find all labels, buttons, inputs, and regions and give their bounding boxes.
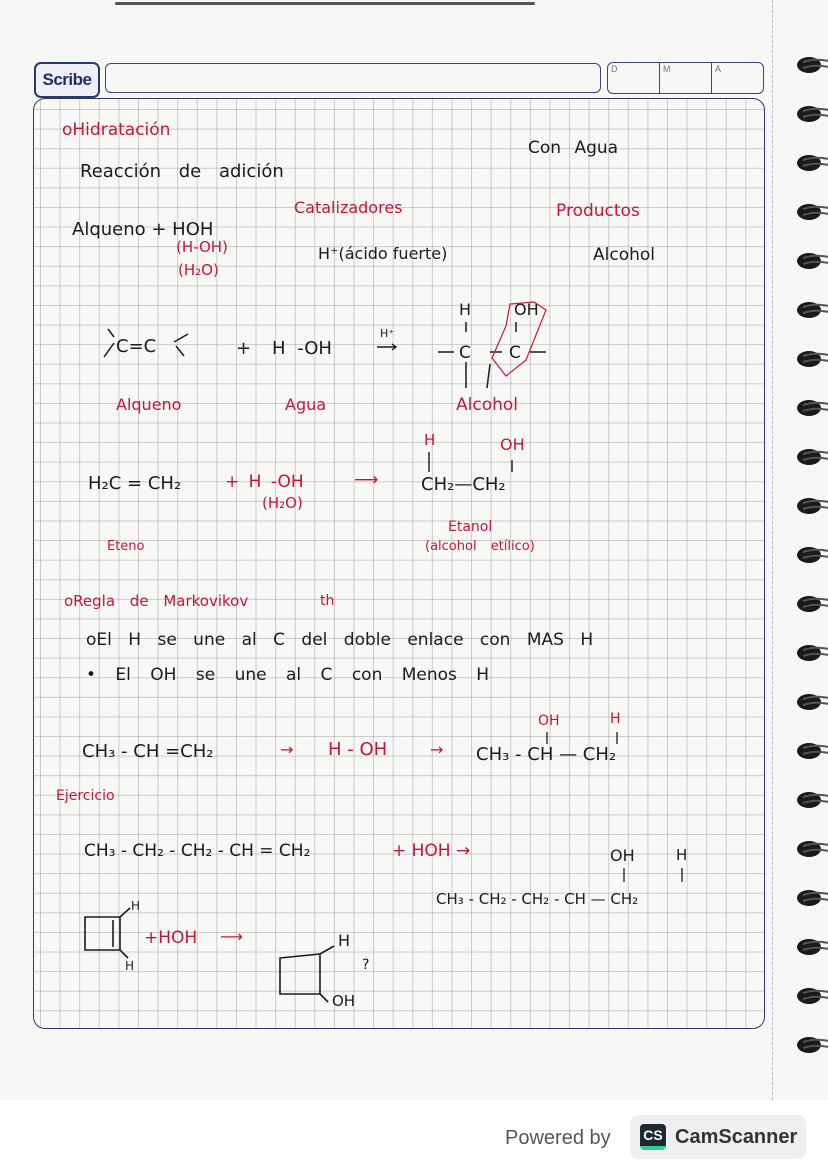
- spiral-ring: [795, 887, 828, 909]
- markovnikov-title: oRegla de Markovikov: [64, 592, 249, 610]
- ethanol-oh: OH: [500, 435, 525, 454]
- label-alcohol: Alcohol: [456, 395, 518, 415]
- spiral-ring: [795, 838, 828, 860]
- propene-formula: CH₃ - CH =CH₂: [82, 741, 214, 762]
- exercise-label: Ejercicio: [56, 788, 115, 804]
- spiral-ring: [795, 299, 828, 321]
- spiral-ring: [795, 1034, 828, 1056]
- powered-by-text: Powered by: [505, 1127, 611, 1149]
- exercise-reagent: + HOH →: [392, 841, 471, 861]
- cyclobutene-h-top: H: [131, 899, 141, 913]
- camscanner-name: CamScanner: [675, 1126, 798, 1148]
- spiral-ring: [795, 495, 828, 517]
- label-eteno: Eteno: [107, 539, 145, 554]
- exercise-reactant: CH₃ - CH₂ - CH₂ - CH = CH₂: [84, 841, 311, 861]
- reactant-alt-1: (H-OH): [176, 238, 228, 256]
- alkene-structure: C=C: [116, 336, 157, 357]
- label-agua: Agua: [285, 395, 327, 414]
- cyclobutanol-oh: OH: [332, 992, 356, 1010]
- ethanol-bonds: [420, 450, 520, 476]
- exercise-product: CH₃ - CH₂ - CH₂ - CH — CH₂: [436, 890, 639, 908]
- label-alqueno: Alqueno: [116, 395, 182, 414]
- propene-arrow-2: →: [430, 740, 444, 759]
- spiral-ring: [795, 152, 828, 174]
- catalysts-label: Catalizadores: [294, 198, 403, 217]
- date-field: [607, 62, 764, 94]
- propene-arrow-1: →: [280, 740, 294, 759]
- svg-text:C: C: [459, 343, 471, 363]
- spiral-ring: [795, 201, 828, 223]
- ethene-reagent-alt: (H₂O): [262, 494, 303, 512]
- cyclobutanol-h: H: [338, 931, 351, 950]
- product-h: H: [459, 300, 472, 319]
- spiral-ring: [795, 593, 828, 615]
- camscanner-logo-icon: CS: [640, 1124, 666, 1150]
- arrow-catalyst-label: H⁺: [380, 327, 395, 340]
- propene-reagent: H - OH: [328, 739, 388, 760]
- reactant-alt-2: (H₂O): [178, 261, 219, 279]
- spiral-ring: [795, 691, 828, 713]
- plus-sign: +: [236, 338, 252, 359]
- product-oh: OH: [514, 300, 539, 319]
- spiral-ring: [795, 348, 828, 370]
- markovnikov-rule-2: • El OH se une al C con Menos H: [86, 665, 490, 685]
- exercise-product-oh: OH: [610, 846, 635, 865]
- reactants-text: Alqueno + HOH: [72, 219, 214, 240]
- svg-text:C: C: [509, 343, 521, 363]
- spiral-ring: [795, 397, 828, 419]
- propanol-oh: OH: [538, 713, 560, 729]
- question-mark: ?: [362, 957, 370, 973]
- spiral-ring: [795, 740, 828, 762]
- alcohol-structure: [430, 318, 570, 388]
- subtitle-reaccion-adicion: Reacción de adición: [80, 161, 284, 182]
- date-day-label: D: [608, 63, 660, 93]
- section-title-hidratacion: oHidratación: [62, 120, 171, 140]
- exercise-product-bonds: [610, 866, 690, 886]
- page-edge-shadow: [115, 2, 535, 5]
- ethanol-h: H: [424, 431, 436, 449]
- cyclobutene-arrow: ⟶: [220, 927, 243, 946]
- cyclobutene-reagent: +HOH: [144, 928, 198, 948]
- markovnikov-title-suffix: th: [320, 593, 335, 609]
- side-note-con-agua: Con Agua: [528, 138, 619, 158]
- ethene-reagent: + H -OH: [225, 472, 304, 492]
- spiral-ring: [795, 250, 828, 272]
- alkene-bonds-right: [172, 328, 212, 368]
- label-etanol: Etanol: [448, 519, 493, 535]
- spiral-ring: [795, 985, 828, 1007]
- spiral-ring: [795, 446, 828, 468]
- spiral-ring: [795, 789, 828, 811]
- spiral-ring: [795, 936, 828, 958]
- title-field: [105, 63, 601, 93]
- ethanol-formula: CH₂—CH₂: [421, 474, 506, 495]
- catalyst-text: H⁺(ácido fuerte): [318, 244, 448, 263]
- spiral-ring: [795, 54, 828, 76]
- scribe-logo: Scribe: [34, 62, 100, 98]
- spiral-ring: [795, 642, 828, 664]
- date-month-label: M: [660, 63, 712, 93]
- spiral-ring: [795, 544, 828, 566]
- perforation-line: [772, 0, 773, 1100]
- markovnikov-rule-1: oEl H se une al C del doble enlace con MAS H: [86, 630, 594, 650]
- ethene-arrow: ⟶: [354, 470, 379, 490]
- exercise-product-h: H: [676, 846, 688, 864]
- water-formula: H -OH: [272, 338, 332, 359]
- propanol-formula: CH₃ - CH — CH₂: [476, 744, 617, 765]
- label-alcohol-etilico: (alcohol etílico): [425, 539, 535, 554]
- products-label: Productos: [556, 201, 640, 221]
- spiral-ring: [795, 103, 828, 125]
- cyclobutene-h-bottom: H: [125, 959, 135, 973]
- propanol-h: H: [610, 711, 621, 727]
- date-year-label: A: [715, 64, 722, 74]
- ethene-formula: H₂C = CH₂: [88, 473, 182, 494]
- reaction-arrow: [376, 343, 400, 351]
- product-text: Alcohol: [593, 245, 655, 265]
